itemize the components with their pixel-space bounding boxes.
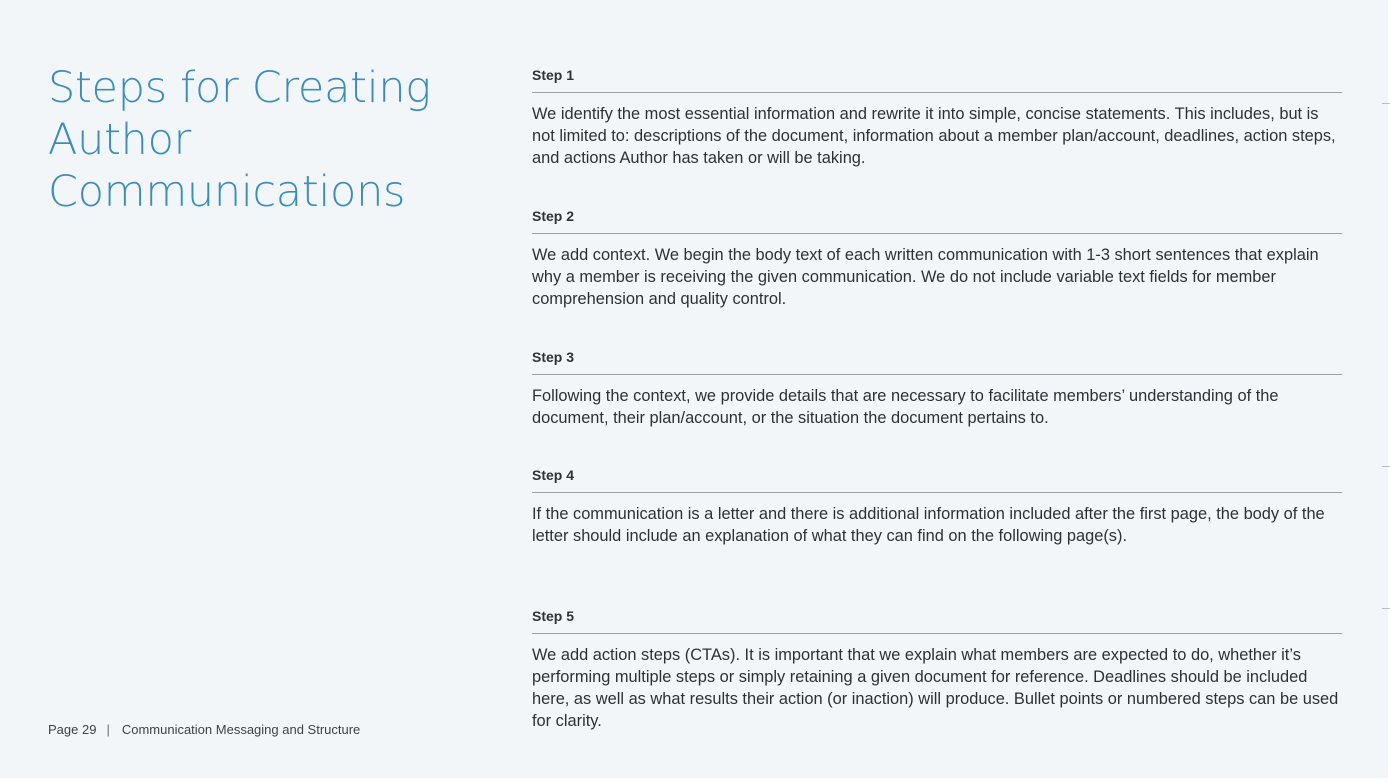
- footer-separator: |: [106, 722, 110, 737]
- page-number: Page 29: [48, 722, 97, 737]
- margin-tick: [1382, 466, 1390, 467]
- title-line-1: Steps for Creating: [48, 63, 431, 113]
- step-1-text: We identify the most essential information and rewrite it into simple, concise statements. This includes, but is not limited to: descriptions of the document, information about a member plan/account, deadlines, action steps, and actions Author has taken or will be taking.: [532, 105, 1336, 167]
- title-line-3: Communications: [48, 167, 406, 217]
- step-5-text: We add action steps (CTAs). It is important that we explain what members are expected to do, whether it’s performing multiple steps or simply retaining a given document for reference. Deadlines should be included here, as well as what results their action (or inaction) will produce. Bullet points or numbered steps can be used for clarity.: [532, 646, 1339, 730]
- step-5: [532, 605, 1342, 732]
- step-2-text: We add context. We begin the body text of each written communication with 1-3 short sentences that explain why a member is receiving the given communication. We do not include variable text fields for member comprehension and quality control.: [532, 246, 1319, 308]
- page-footer: [48, 722, 360, 737]
- step-1: [532, 64, 1342, 169]
- step-4-label: Step 4: [532, 464, 1342, 493]
- step-3-label: Step 3: [532, 346, 1342, 375]
- section-name: Communication Messaging and Structure: [121, 722, 361, 737]
- margin-tick: [1382, 608, 1390, 609]
- title-line-2: Author: [48, 115, 191, 165]
- step-3-text: Following the context, we provide details that are necessary to facilitate members’ understanding of the document, their plan/account, or the situation the document pertains to.: [532, 387, 1279, 427]
- step-3: [532, 346, 1342, 429]
- step-4: [532, 464, 1342, 547]
- step-4-text: If the communication is a letter and there is additional information included after the first page, the body of the letter should include an explanation of what they can find on the following page(s).: [532, 505, 1325, 545]
- margin-tick: [1382, 103, 1390, 104]
- step-2: [532, 205, 1342, 310]
- step-5-label: Step 5: [532, 605, 1342, 634]
- page-title: [48, 62, 478, 218]
- step-1-label: Step 1: [532, 64, 1342, 93]
- step-2-label: Step 2: [532, 205, 1342, 234]
